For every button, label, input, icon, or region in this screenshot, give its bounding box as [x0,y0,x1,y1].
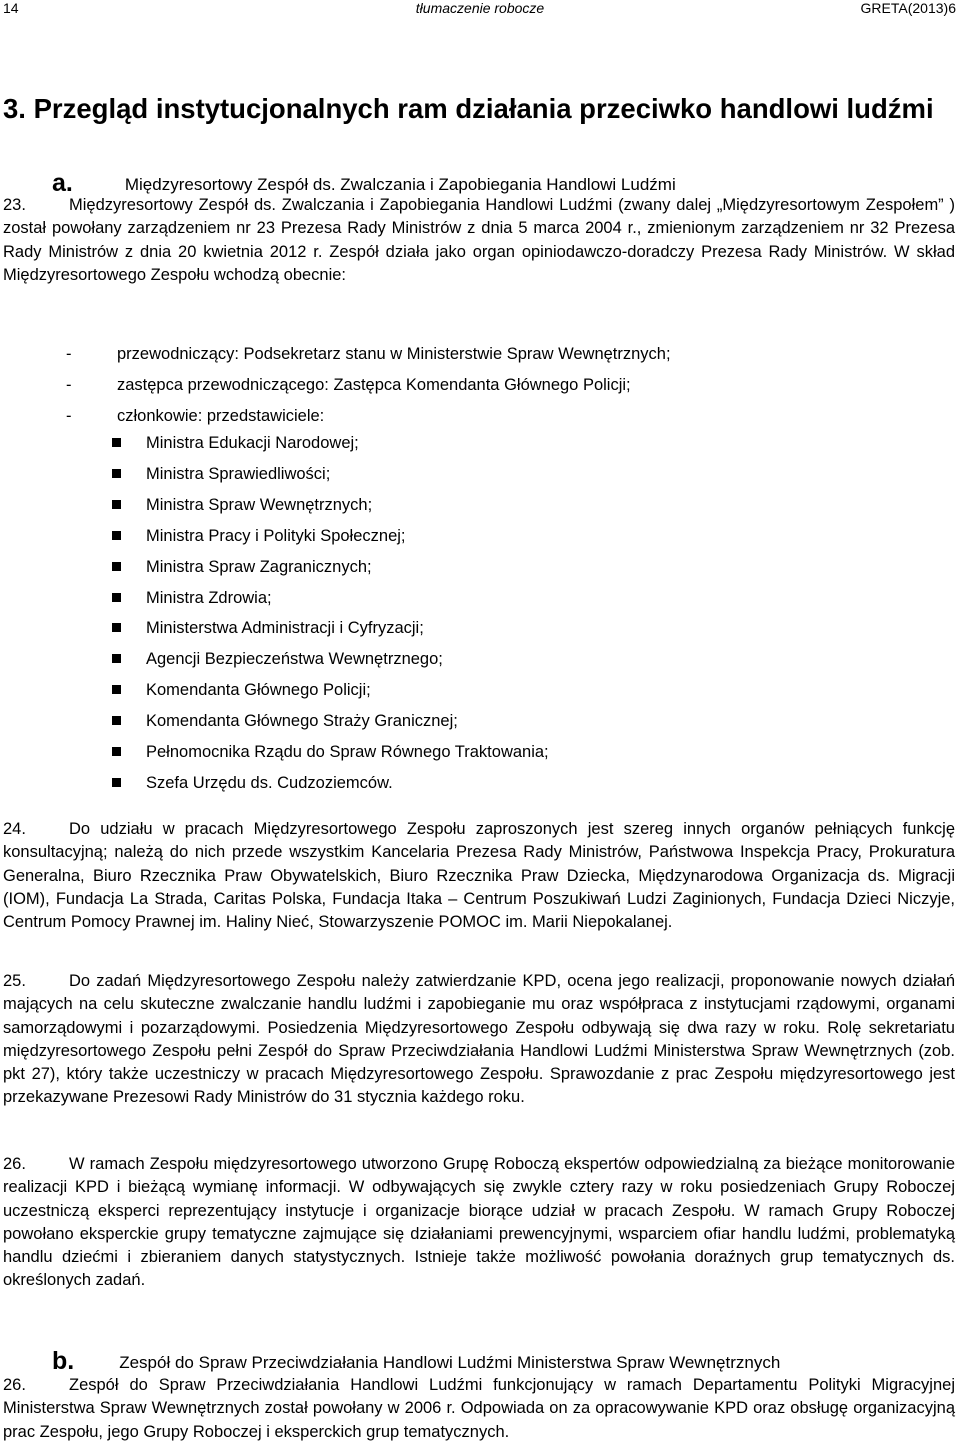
list-item [112,428,549,459]
square-bullet-icon [112,778,121,787]
subsection-b-letter: b. [52,1347,75,1375]
square-bullet-icon [112,469,121,478]
members-list [112,428,549,799]
paragraph-25 [3,970,955,1110]
square-bullet-icon [112,716,121,725]
list-item-text: Ministra Pracy i Polityki Społecznej; [146,526,406,545]
list-item-text: przewodniczący: Podsekretarz stanu w Ministerstwie Spraw Wewnętrznych; [117,345,671,363]
paragraph-26-b [3,1374,955,1444]
square-bullet-icon [112,685,121,694]
list-item [66,370,671,401]
paragraph-text: Międzyresortowy Zespół ds. Zwalczania i Zapobiegania Handlowi Ludźmi (zwany dalej „Międzyresortowym Zespołem” ) został powołany zarządzeniem nr 23 Prezesa Rady Ministrów z dnia 5 marca 2004 r., zmienionym zarządzeniem nr 32 Prezesa Rady Ministrów z dnia 20 kwietnia 2012 r. Zespół działa jako organ opiniodawczo-doradczy Prezesa Rady Ministrów. W skład Międzyresortowego Zespołu wchodzą obecnie: [3,196,955,284]
list-item [112,583,549,614]
header-label: tłumaczenie robocze [415,0,545,16]
square-bullet-icon [112,438,121,447]
square-bullet-icon [112,593,121,602]
dash-bullet: - [66,345,72,363]
list-item-text: Agencji Bezpieczeństwa Wewnętrznego; [146,650,443,669]
list-item [112,706,549,737]
list-item-text: Komendanta Głównego Straży Granicznej; [146,712,458,731]
square-bullet-icon [112,500,121,509]
paragraph-number: 26. [3,1155,26,1173]
subsection-b-label: Zespół do Spraw Przeciwdziałania Handlowi Ludźmi Ministerstwa Spraw Wewnętrznych [119,1353,781,1372]
paragraph-23 [3,194,955,287]
list-item-text: Pełnomocnika Rządu do Spraw Równego Traktowania; [146,743,549,762]
roles-list [66,339,671,432]
paragraph-text: W ramach Zespołu międzyresortowego utworzono Grupę Roboczą ekspertów odpowiedzialną za bieżące monitorowanie realizacji KPD i bieżącą wymianę informacji. W odbywających się zwykle cztery razy w roku posiedzeniach Grupy Roboczej uczestniczą eksperci reprezentujący instytucje i organizacje biorące udział w pracach Zespołu. W ramach Grupy Roboczej powołano eksperckie grupy tematyczne zajmujące się działaniami prewencyjnymi, wsparciem ofiar handlu ludźmi, problematyką handlu dziećmi i zbieraniem danych statystycznych. Istnieje także możliwość powołania doraźnych grup tematycznych ds. określonych zadań. [3,1155,955,1290]
page-number: 14 [3,0,19,16]
document-reference: GRETA(2013)6 [860,0,956,16]
list-item [112,552,549,583]
square-bullet-icon [112,531,121,540]
dash-bullet: - [66,407,72,425]
list-item-text: członkowie: przedstawiciele: [117,407,325,425]
paragraph-26 [3,1153,955,1293]
list-item [66,339,671,370]
paragraph-text: Zespół do Spraw Przeciwdziałania Handlowi Ludźmi funkcjonujący w ramach Departamentu Polityki Migracyjnej Ministerstwa Spraw Wewnętrznych został powołany w 2006 r. Odpowiada on za opracowywanie KPD oraz obsługę organizacyjną prac Zespołu, jego Grupy Roboczej i eksperckich grup tematycznych. [3,1376,955,1441]
paragraph-text: Do zadań Międzyresortowego Zespołu należy zatwierdzanie KPD, ocena jego realizacji, proponowanie nowych działań mających na celu skuteczne zwalczanie handlu ludźmi i zapobieganie mu oraz współpraca z instytucjami rządowymi, organami samorządowymi i pozarządowymi. Posiedzenia Międzyresortowego Zespołu odbywają się dwa razy w roku. Rolę sekretariatu międzyresortowego Zespołu pełni Zespół do Spraw Przeciwdziałania Handlowi Ludźmi Ministerstwa Spraw Wewnętrznych (zob. pkt 27), który także uczestniczy w pracach Międzyresortowego Zespołu. Sprawozdanie z prac Zespołu międzyresortowego jest przekazywane Prezesowi Rady Ministrów do 31 stycznia każdego roku. [3,972,955,1107]
dash-bullet: - [66,376,72,394]
subsection-a-heading [52,169,676,197]
list-item-text: Szefa Urzędu ds. Cudzoziemców. [146,773,393,792]
list-item [112,521,549,552]
list-item-text: Ministra Edukacji Narodowej; [146,434,359,452]
list-item-text: Ministerstwa Administracji i Cyfryzacji; [146,619,424,638]
list-item [112,675,549,706]
square-bullet-icon [112,747,121,756]
paragraph-text: Do udziału w pracach Międzyresortowego Zespołu zaproszonych jest szereg innych organów pełniących funkcję konsultacyjną; należą do nich przede wszystkim Kancelaria Prezesa Rady Ministrów, Państwowa Inspekcja Pracy, Prokuratura Generalna, Biuro Rzecznika Praw Obywatelskich, Biuro Rzecznika Praw Dziecka, Międzynarodowa Organizacja ds. Migracji (IOM), Fundacja La Strada, Caritas Polska, Fundacja Itaka – Centrum Poszukiwań Ludzi Zaginionych, Fundacja Dzieci Niczyje, Centrum Pomocy Prawnej im. Haliny Nieć, Stowarzyszenie POMOC im. Marii Niepokalanej. [3,820,955,932]
list-item [112,644,549,675]
list-item [112,768,549,799]
list-item-text: zastępca przewodniczącego: Zastępca Komendanta Głównego Policji; [117,376,631,394]
subsection-a-label: Międzyresortowy Zespół ds. Zwalczania i Zapobiegania Handlowi Ludźmi [124,175,676,194]
paragraph-number: 24. [3,820,26,838]
list-item-text: Ministra Spraw Zagranicznych; [146,557,372,576]
list-item-text: Ministra Spraw Wewnętrznych; [146,495,373,514]
list-item-text: Ministra Zdrowia; [146,588,272,607]
paragraph-number: 23. [3,196,26,214]
square-bullet-icon [112,562,121,571]
list-item [112,490,549,521]
section-title: 3. Przegląd instytucjonalnych ram działania przeciwko handlowi ludźmi [3,93,934,124]
paragraph-number: 26. [3,1376,26,1394]
list-item [112,737,549,768]
paragraph-24 [3,818,955,934]
square-bullet-icon [112,623,121,632]
list-item [112,459,549,490]
list-item [112,613,549,644]
subsection-a-letter: a. [52,169,73,197]
paragraph-number: 25. [3,972,26,990]
square-bullet-icon [112,654,121,663]
list-item-text: Ministra Sprawiedliwości; [146,464,331,483]
subsection-b-heading [52,1347,781,1375]
list-item-text: Komendanta Głównego Policji; [146,681,371,700]
